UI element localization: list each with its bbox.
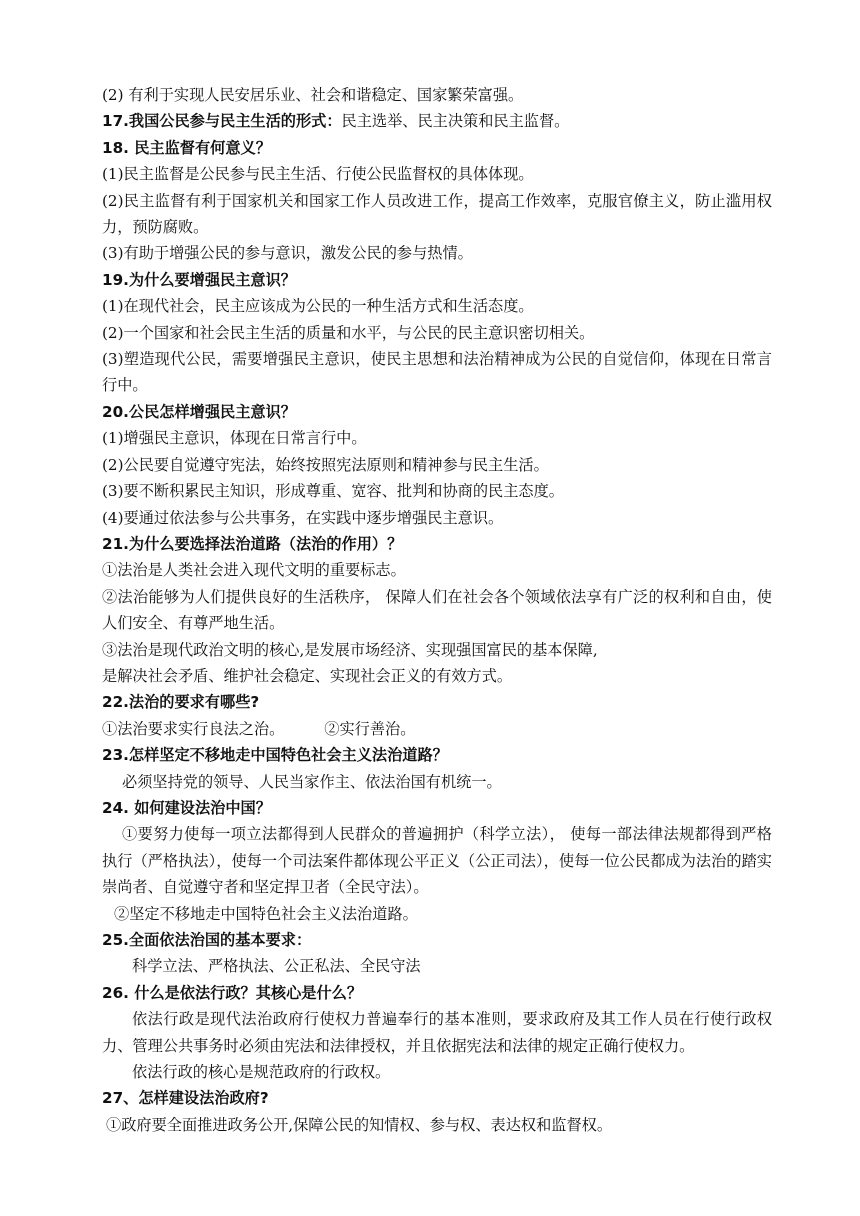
text-line: (3)要不断积累民主知识，形成尊重、宽容、批判和协商的民主态度。 [102,482,564,501]
heading-line: 17.我国公民参与民主生活的形式：民主选举、民主决策和民主监督。 [102,112,570,131]
text-line: 科学立法、严格执法、公正私法、全民守法 [132,957,421,976]
heading-line: 23.怎样坚定不移地走中国特色社会主义法治道路？ [102,746,448,765]
heading-line: 20.公民怎样增强民主意识？ [102,402,296,421]
heading-line: 26. 什么是依法行政？其核心是什么？ [102,983,363,1002]
heading-line: 24. 如何建设法治中国？ [102,798,271,817]
text-line: ①政府要全面推进政务公开,保障公民的知情权、参与权、表达权和监督权。 [106,1115,613,1134]
text-line: (4)要通过依法参与公共事务，在实践中逐步增强民主意识。 [102,508,504,527]
heading-line: 25.全面依法治国的基本要求： [102,931,312,949]
paragraph: ②法治能够为人们提供良好的生活秩序， 保障人们在社会各个领域依法享有广泛的权利和自由，使人们安全、有尊严地生活。 [102,587,772,633]
text-line: (2)公民要自觉遵守宪法，始终按照宪法原则和精神参与民主生活。 [102,455,549,474]
text-line: (2)一个国家和社会民主生活的质量和水平，与公民的民主意识密切相关。 [102,323,595,342]
text-line: ③法治是现代政治文明的核心,是发展市场经济、实现强国富民的基本保障, [102,640,598,659]
text-line: (1)在现代社会，民主应该成为公民的一种生活方式和生活态度。 [102,297,534,316]
heading-line: 18. 民主监督有何意义？ [102,138,271,157]
heading-line: 22.法治的要求有哪些? [102,693,260,712]
paragraph: 依法行政是现代法治政府行使权力普遍奉行的基本准则，要求政府及其工作人员在行使行政权力、管理公共事务时必须由宪法和法律授权，并且依据宪法和法律的规定正确行使权力。 [102,1010,772,1055]
text-line: (2) 有利于实现人民安居乐业、社会和谐稳定、国家繁荣富强。 [102,86,524,104]
heading-line: 19.为什么要增强民主意识？ [102,270,296,289]
text-line: ②坚定不移地走中国特色社会主义法治道路。 [114,904,418,923]
text-line: ①法治要求实行良法之治。 ②实行善治。 [102,719,416,738]
paragraph: (2)民主监督有利于国家机关和国家工作人员改进工作，提高工作效率，克服官僚主义，防止滥用权力，预防腐败。 [102,191,772,237]
text-line: (3)有助于增强公民的参与意识，激发公民的参与热情。 [102,244,473,263]
text-line: (1)增强民主意识，体现在日常言行中。 [102,429,367,448]
heading-line: 21.为什么要选择法治道路（法治的作用）？ [102,534,403,553]
text-line: 是解决社会矛盾、维护社会稳定、实现社会正义的有效方式。 [102,666,513,685]
text-line: 依法行政的核心是规范政府的行政权。 [132,1063,391,1082]
text-line: 必须坚持党的领导、人民当家作主、依法治国有机统一。 [122,772,502,791]
heading-line: 27、怎样建设法治政府? [102,1089,269,1108]
text-line: ①法治是人类社会进入现代文明的重要标志。 [102,561,406,580]
text-line: (1)民主监督是公民参与民主生活、行使公民监督权的具体体现。 [102,165,534,184]
paragraph: (3)塑造现代公民，需要增强民主意识，使民主思想和法治精神成为公民的自觉信仰，体现在日常言行中。 [102,350,772,395]
paragraph: ①要努力使每一项立法都得到人民群众的普遍拥护（科学立法）， 使每一部法律法规都得到严格执行（严格执法），使每一个司法案件都体现公平正义（公正司法），使每一位公民都成为法治的踏实崇尚者、自觉遵守者和坚定捍卫者（全民守法）。 [102,825,772,897]
